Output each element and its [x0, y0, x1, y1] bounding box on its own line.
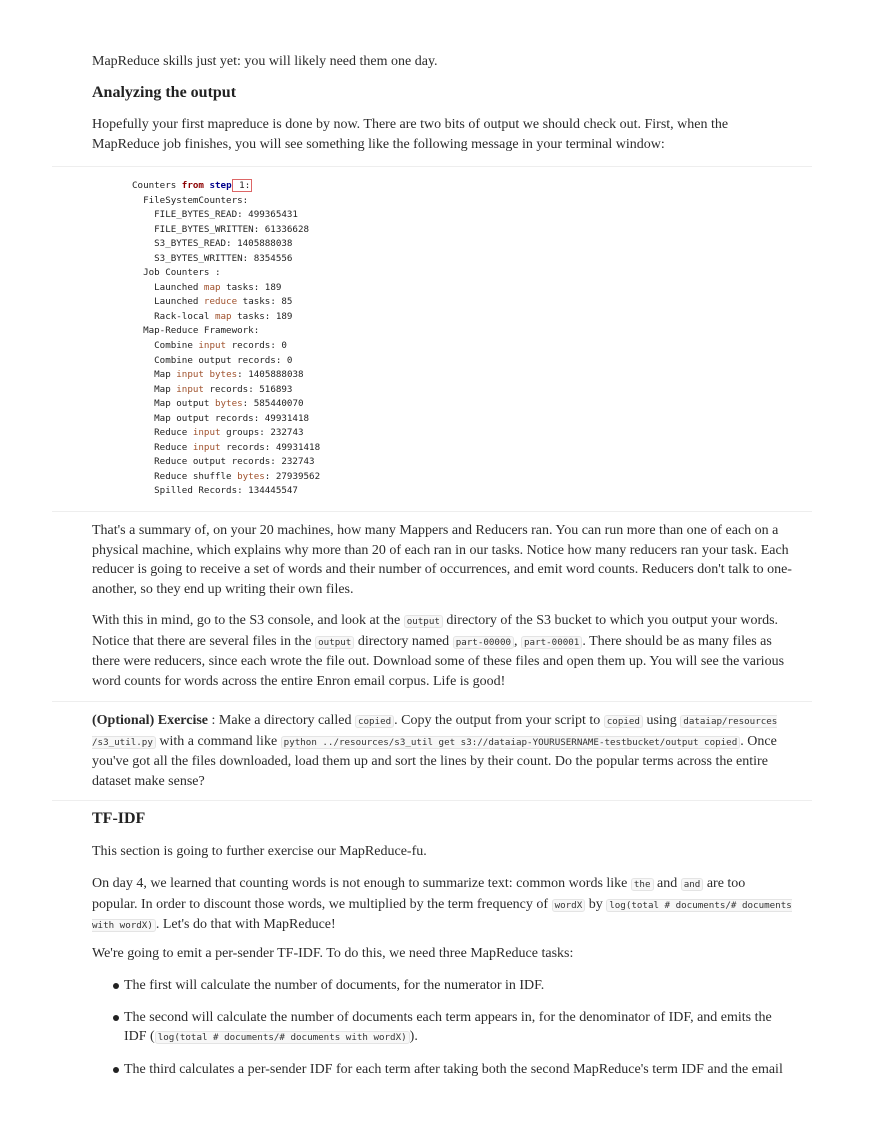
code-line: Spilled Records: 134445547: [132, 485, 298, 497]
code-line: Reduce input records: 49931418: [132, 441, 321, 453]
list-item: The second will calculate the number of documents each term appears in, for the denominator of IDF, and emits the IDF ( log(total # documents/# documents with wordX) ).: [92, 1008, 792, 1048]
inline-code: and: [681, 878, 704, 891]
code-line: Rack-local map tasks: 189: [132, 310, 293, 322]
code-line: FILE_BYTES_WRITTEN: 61336628: [132, 223, 310, 235]
code-line: FileSystemCounters:: [132, 194, 249, 206]
divider: [52, 800, 812, 801]
paragraph-s3-console: With this in mind, go to the S3 console, and look at the output directory of the S3 bucket to which you output your words. Notice that there are several files in the output directory named part-00000 , part-00001 . There should be as many files as there were reducers, since each wrote the file out. Download some of these files and open them up. You will see the various word counts for words across the entire Enron email corpus. Life is good!: [92, 613, 785, 689]
inline-code: copied: [604, 715, 643, 728]
code-line: Reduce shuffle bytes: 27939562: [132, 470, 321, 482]
inline-code: python ../resources/s3_util get s3://dataiap-YOURUSERNAME-testbucket/output copied: [281, 736, 741, 749]
paragraph-day4: On day 4, we learned that counting words is not enough to summarize text: common words like the and and are too popular. In order to discount those words, we multiplied by the term frequency of wordX by log(total # documents/# documents with wordX) . Let's do that with MapReduce!: [92, 876, 792, 933]
inline-code: dataiap/resources /s3_util.py: [92, 716, 778, 748]
code-line: Combine output records: 0: [132, 354, 293, 366]
counters-code-block: [132, 179, 320, 499]
exercise-label: (Optional) Exercise: [92, 713, 209, 728]
code-line: Map output records: 49931418: [132, 412, 310, 424]
code-line: Reduce output records: 232743: [132, 456, 315, 468]
code-line: S3_BYTES_WRITTEN: 8354556: [132, 252, 293, 264]
inline-code: output: [404, 615, 443, 628]
code-line: S3_BYTES_READ: 1405888038: [132, 238, 293, 250]
heading-analyzing-output: Analyzing the output: [92, 84, 237, 101]
code-line: Reduce input groups: 232743: [132, 427, 304, 439]
code-line: Combine input records: 0: [132, 340, 287, 352]
list-item: The third calculates a per-sender IDF for each term after taking both the second MapReduce's term IDF and the email: [92, 1060, 792, 1080]
inline-code: part-00000: [453, 636, 514, 649]
divider: [52, 511, 812, 512]
code-line: Map output bytes: 585440070: [132, 398, 304, 410]
intro-paragraph-tail: MapReduce skills just yet: you will likely need them one day.: [92, 54, 438, 69]
inline-code: log(total # documents/# documents with wordX): [155, 1031, 410, 1044]
inline-code: log(total # documents/# documents with wordX): [92, 899, 792, 932]
inline-code: the: [631, 878, 654, 891]
divider: [52, 166, 812, 167]
inline-code: output: [315, 636, 354, 649]
paragraph-emit: We're going to emit a per-sender TF-IDF. To do this, we need three MapReduce tasks:: [92, 946, 574, 961]
code-line: Map input records: 516893: [132, 383, 293, 395]
code-line: Counters from step 1:: [132, 180, 251, 191]
code-line: Job Counters :: [132, 267, 221, 279]
inline-code: copied: [355, 715, 394, 728]
paragraph-section-intro: This section is going to further exercise our MapReduce-fu.: [92, 844, 427, 859]
inline-code: wordX: [552, 899, 586, 912]
paragraph-optional-exercise: (Optional) Exercise : Make a directory called copied . Copy the output from your script to copied using dataiap/resources /s3_util.py with a command like python ../resources/s3_util get s3://dataiap-YOURUSERNAME-testbucket/output copied . Once you've got all the files downloaded, load them up and sort the lines by their count. Do the popular terms across the entire dataset make sense?: [92, 713, 778, 789]
code-line: Map-Reduce Framework:: [132, 325, 260, 337]
code-line: Map input bytes: 1405888038: [132, 369, 304, 381]
heading-tf-idf: TF-IDF: [92, 810, 146, 827]
code-line: Launched map tasks: 189: [132, 281, 282, 293]
paragraph-summary: That's a summary of, on your 20 machines, how many Mappers and Reducers ran. You can run more than one of each on a physical machine, which explains why more than 20 of each ran in our tasks. Notice how many reducers ran your task. Each reducer is going to receive a set of words and their number of occurrences, and emit word counts. Reducers don't talk to one-another, so they end up writing their own files.: [92, 523, 792, 597]
divider: [52, 701, 812, 702]
code-line: Launched reduce tasks: 85: [132, 296, 293, 308]
code-line: FILE_BYTES_READ: 499365431: [132, 209, 298, 221]
task-list: [92, 976, 792, 1079]
list-item: The first will calculate the number of documents, for the numerator in IDF.: [92, 976, 792, 996]
inline-code: part-00001: [521, 636, 582, 649]
paragraph-hopefully: Hopefully your first mapreduce is done by now. There are two bits of output we should check out. First, when the MapReduce job finishes, you will see something like the following message in your terminal window:: [92, 117, 729, 152]
